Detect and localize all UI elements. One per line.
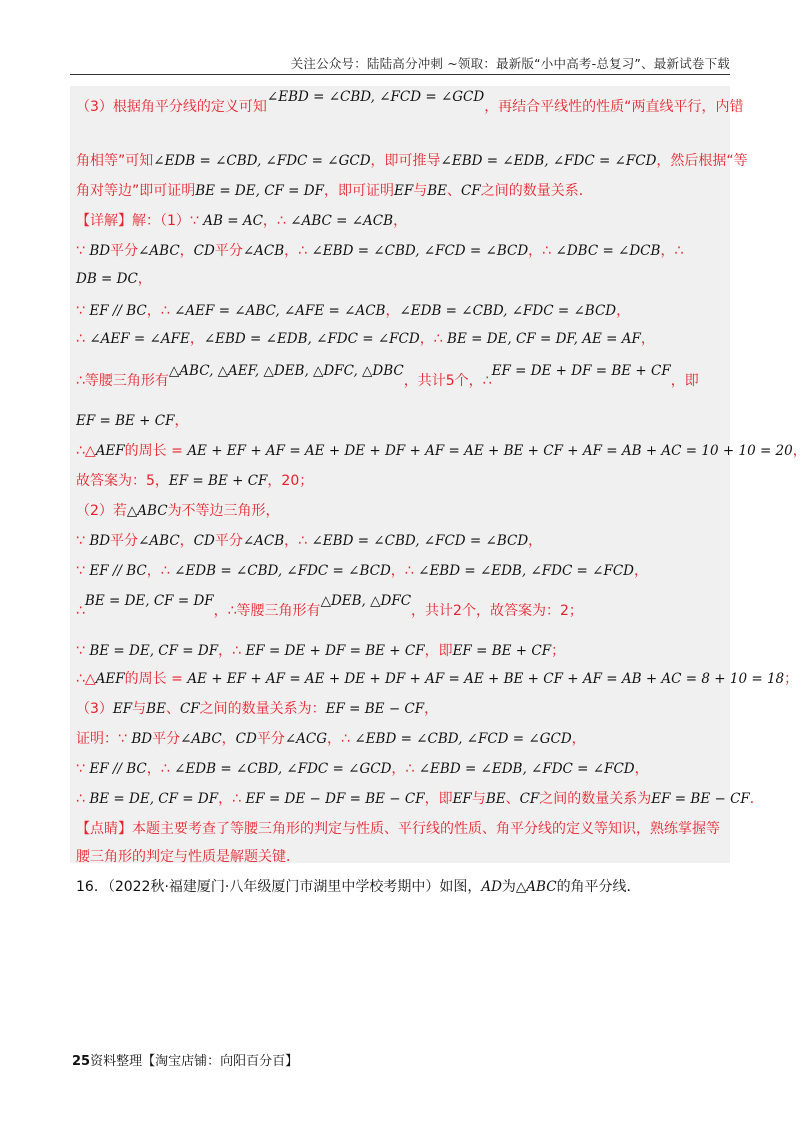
line-text: （2）若 [76, 503, 127, 519]
line-text: ，∴ [218, 791, 246, 807]
line-text: ； [551, 643, 566, 659]
line-text: 与 [413, 183, 428, 199]
math-expression: AE + EF + AF = AE + DE + DF + AF = AE + BE + CF + AF = AB + AC = 8 + 10 = 18 [187, 671, 785, 687]
line-text: ，然后根据“等 [656, 153, 748, 169]
line-text: ， [179, 243, 194, 259]
footer-text: 资料整理【淘宝店铺：向阳百分百】 [90, 1054, 299, 1069]
math-expression: CF [179, 701, 200, 717]
line-text: ，∴ [391, 761, 419, 777]
question-16-math-ad: AD [481, 879, 502, 895]
math-expression: AE + EF + AF = AE + DE + DF + AF = AE + BE + CF + AF = AB + AC = 10 + 10 = 20 [187, 443, 793, 459]
line-text: ∴△ [76, 671, 96, 687]
answer-line [76, 593, 730, 620]
line-text: ∴△ [76, 443, 96, 459]
math-expression: △DEB, △DFC [320, 593, 412, 609]
answer-line [76, 728, 730, 748]
answer-line [76, 268, 730, 288]
line-text: ，再结合平线性的性质“两直线平行，内错 [484, 99, 744, 115]
line-text: ∴ [76, 331, 90, 347]
math-expression: DB = DC [76, 271, 138, 287]
line-text: 平分 [214, 243, 243, 259]
line-text: ，∴ [419, 331, 448, 347]
math-expression: ∠EDB = ∠CBD, ∠FDC = ∠GCD [174, 761, 392, 777]
line-text: ，即 [424, 791, 453, 807]
line-text: 、 [447, 183, 461, 199]
line-text: ，∴ [660, 243, 684, 259]
line-text: ，即 [424, 643, 453, 659]
math-expression: EF = BE − CF [325, 701, 425, 717]
line-text: ，∴ [327, 731, 355, 747]
math-expression: EF = BE + CF [452, 643, 552, 659]
math-expression: CD [193, 533, 215, 549]
answer-line [76, 210, 730, 230]
line-text: ∴ [76, 791, 90, 807]
line-text: ， [189, 331, 204, 347]
line-text: ． [749, 791, 764, 807]
math-expression: ∠ABC [138, 533, 180, 549]
answer-line [76, 180, 730, 200]
line-text: 的周长 = [124, 443, 188, 459]
line-text: 平分 [110, 533, 139, 549]
line-text: ∴等腰三角形有 [76, 373, 169, 389]
line-text: ， [528, 533, 543, 549]
math-expression: BE [146, 701, 166, 717]
math-expression: EF // BC [89, 563, 147, 579]
math-expression: ∠EBD = ∠CBD, ∠FCD = ∠GCD [354, 731, 572, 747]
line-text: ， [385, 303, 400, 319]
math-expression: ∠EBD = ∠EDB, ∠FDC = ∠FCD [440, 153, 657, 169]
math-expression: BE = DE, CF = DF [84, 593, 214, 609]
math-expression: ∠ABC = ∠ACB [290, 213, 394, 229]
math-expression: ∠DBC = ∠DCB [555, 243, 661, 259]
math-expression: ∠EBD = ∠CBD, ∠FCD = ∠BCD [311, 243, 529, 259]
line-text: ∵ [76, 243, 90, 259]
math-expression: EF = DE − DF = BE − CF [245, 791, 425, 807]
math-expression: ∠EBD = ∠EDB, ∠FDC = ∠FCD [203, 331, 420, 347]
math-expression: EF = BE + CF [168, 473, 268, 489]
math-expression: EF [452, 791, 472, 807]
line-text: 、 [505, 791, 520, 807]
line-text: ， [634, 761, 649, 777]
question-16-prefix: 16．（2022秋·福建厦门·八年级厦门市湖里中学校考期中）如图， [76, 879, 482, 895]
line-text: ， [221, 731, 236, 747]
answer-line [76, 668, 799, 688]
math-expression: EF [112, 701, 133, 717]
page-header [70, 54, 730, 75]
math-expression: BE = DE, CF = DF [89, 643, 219, 659]
line-text: 证明：∵ [76, 731, 132, 747]
line-text: 平分 [214, 533, 243, 549]
math-expression: BE [427, 183, 447, 199]
line-text: ，∴ [262, 213, 291, 229]
line-text: 与 [471, 791, 486, 807]
line-text: ，∴ [528, 243, 556, 259]
math-expression: ∠ACB [242, 533, 285, 549]
line-text: ， [179, 533, 194, 549]
line-text: ，∴ [146, 303, 175, 319]
line-text: 的周长 = [124, 671, 188, 687]
line-text: 平分 [152, 731, 181, 747]
math-expression: AB = AC [203, 213, 263, 229]
answer-line [76, 640, 730, 660]
page-number: 25 [72, 1054, 91, 1069]
answer-line [76, 89, 744, 116]
line-text: ∵ [76, 643, 90, 659]
math-expression: EF [393, 183, 414, 199]
line-text: 【详解】解：（1）∵ [76, 213, 204, 229]
line-text: ， [393, 213, 408, 229]
line-text: 、 [165, 701, 180, 717]
math-expression: ∠EDB = ∠CBD, ∠FDC = ∠GCD [153, 153, 371, 169]
line-text: ∵ [76, 533, 90, 549]
answer-line [76, 560, 730, 580]
line-text: ，∴ [284, 533, 312, 549]
math-expression: CF [461, 183, 481, 199]
math-expression: CD [193, 243, 215, 259]
line-text: （3）根据角平分线的定义可知 [76, 99, 267, 115]
math-expression: ∠AEF = ∠ABC, ∠AFE = ∠ACB [174, 303, 386, 319]
math-expression: AEF [95, 671, 125, 687]
answer-line [76, 698, 730, 718]
math-expression: EF // BC [89, 303, 147, 319]
math-expression: BD [89, 243, 111, 259]
answer-line [76, 530, 730, 550]
math-expression: ∠EBD = ∠CBD, ∠FCD = ∠BCD [311, 533, 529, 549]
line-text: ，共计2个，故答案为：2； [411, 603, 583, 619]
line-text: 为不等边三角形， [167, 503, 280, 519]
math-expression: EF // BC [89, 761, 147, 777]
math-expression: △ABC [126, 503, 168, 519]
line-text: ， [174, 413, 189, 429]
answer-line [76, 410, 730, 430]
math-expression: BE = DE, CF = DF [195, 183, 324, 199]
line-text: ∴ [76, 603, 85, 619]
answer-line [76, 300, 730, 320]
line-text: 平分 [110, 243, 139, 259]
line-text: ∵ [76, 303, 90, 319]
answer-line [76, 470, 730, 490]
answer-line [76, 240, 730, 260]
line-text: ，20； [267, 473, 314, 489]
line-text: ，∴ [218, 643, 246, 659]
line-text: ， [424, 701, 439, 717]
question-16-math-triangle: △ABC [515, 879, 557, 895]
line-text: ， [634, 563, 648, 579]
math-expression: AEF [95, 443, 125, 459]
math-expression: ∠AEF = ∠AFE [89, 331, 190, 347]
line-text: 角对等边”即可证明 [76, 183, 196, 199]
math-expression: EF = BE + CF [76, 413, 175, 429]
question-16-mid: 为 [501, 879, 516, 895]
line-text: ， [137, 271, 152, 287]
line-text: ，∴ [390, 563, 419, 579]
line-text: ，∴ [146, 563, 175, 579]
math-expression: ∠ABC [180, 731, 222, 747]
math-expression: CF [519, 791, 540, 807]
line-text: ， [640, 331, 655, 347]
line-text: 之间的数量关系． [480, 183, 593, 199]
line-text: ，即可证明 [323, 183, 394, 199]
question-16 [76, 876, 641, 896]
line-text: ， [571, 731, 586, 747]
line-text: （3） [76, 701, 113, 717]
answer-line [76, 363, 730, 390]
math-expression: ∠EBD = ∠EDB, ∠FDC = ∠FCD [418, 563, 634, 579]
math-expression: ∠EDB = ∠CBD, ∠FDC = ∠BCD [174, 563, 391, 579]
line-text: 之间的数量关系为 [539, 791, 652, 807]
question-16-suffix: 的角平分线． [556, 879, 641, 895]
answer-line [76, 328, 730, 348]
math-expression: CD [235, 731, 257, 747]
line-text: 与 [132, 701, 147, 717]
math-expression: BE = DE, CF = DF [89, 791, 219, 807]
line-text: ，∴ [284, 243, 312, 259]
line-text: 之间的数量关系为： [199, 701, 326, 717]
answer-line [76, 758, 730, 778]
line-text: 腰三角形的判定与性质是解题关键． [76, 849, 300, 865]
math-expression: EF = BE − CF [651, 791, 750, 807]
math-expression: ∠EBD = ∠CBD, ∠FCD = ∠GCD [266, 89, 485, 105]
answer-line [76, 846, 730, 866]
line-text: ∵ [76, 563, 90, 579]
math-expression: ∠EDB = ∠CBD, ∠FDC = ∠BCD [399, 303, 617, 319]
math-expression: BE [485, 791, 506, 807]
line-text: 平分 [256, 731, 285, 747]
line-text: ，即可推导 [370, 153, 441, 169]
math-expression: △ABC, △AEF, △DEB, △DFC, △DBC [168, 363, 404, 379]
line-text: ，即 [670, 373, 699, 389]
line-text: ，∴等腰三角形有 [213, 603, 321, 619]
math-expression: BD [89, 533, 111, 549]
line-text: ，∴ [146, 761, 175, 777]
math-expression: BD [131, 731, 153, 747]
page-footer [72, 1050, 298, 1069]
math-expression: EF = DE + DF = BE + CF [491, 363, 671, 379]
line-text: ， [616, 303, 631, 319]
math-expression: ∠EBD = ∠EDB, ∠FDC = ∠FCD [418, 761, 635, 777]
line-text: 故答案为：5， [76, 473, 169, 489]
answer-line [76, 150, 748, 170]
math-expression: BE = DE, CF = DF, AE = AF [447, 331, 641, 347]
line-text: 【点睛】本题主要考查了等腰三角形的判定与性质、平行线的性质、角平分线的定义等知识，熟练掌握等 [76, 821, 720, 837]
line-text: ∵ [76, 761, 90, 777]
answer-line [76, 440, 807, 460]
line-text: 角相等”可知 [76, 153, 154, 169]
math-expression: ∠ACG [284, 731, 328, 747]
answer-line [76, 788, 764, 808]
header-text: 关注公众号：陆陆高分冲刺 ~领取：最新版“小中高考-总复习”、最新试卷下载 [290, 56, 730, 71]
line-text: ， [792, 443, 807, 459]
line-text: ； [784, 671, 799, 687]
answer-line [76, 500, 730, 520]
line-text: ，共计5个，∴ [403, 373, 492, 389]
math-expression: EF = DE + DF = BE + CF [245, 643, 425, 659]
math-expression: ∠ACB [242, 243, 285, 259]
answer-line [76, 818, 730, 838]
math-expression: ∠ABC [138, 243, 180, 259]
